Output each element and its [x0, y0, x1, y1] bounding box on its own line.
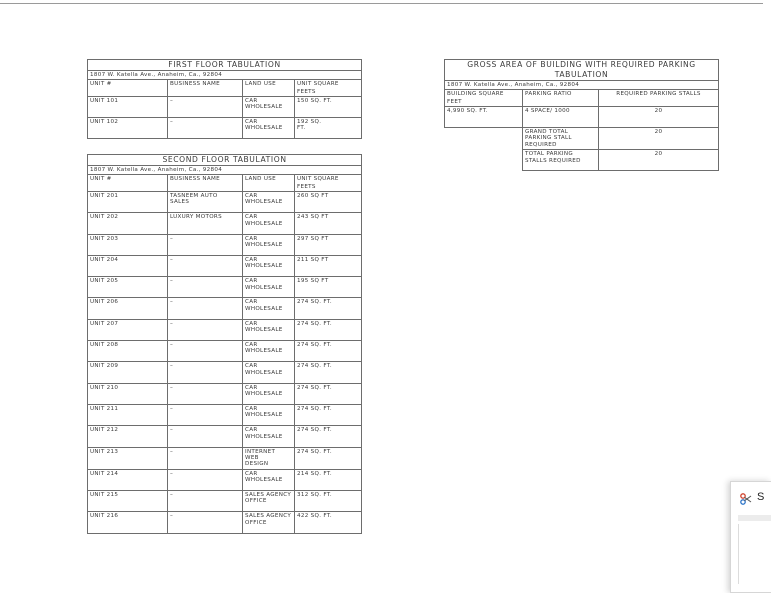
total-parking-value: 20	[599, 150, 719, 171]
business-name-cell: –	[168, 404, 243, 425]
unit-square-feet-cell: 150 SQ. FT.	[295, 97, 362, 118]
land-use-cell: CAR WHOLESALE	[243, 192, 295, 213]
grand-total-value: 20	[599, 128, 719, 150]
unit-number-cell: UNIT 101	[88, 97, 168, 118]
table-row	[88, 213, 362, 234]
table-row	[88, 512, 362, 533]
unit-number-cell: UNIT 216	[88, 512, 168, 533]
second-floor-tabulation-table	[87, 154, 362, 534]
unit-number-cell: UNIT 205	[88, 277, 168, 298]
table-row	[445, 150, 719, 171]
unit-number-cell: UNIT 206	[88, 298, 168, 319]
unit-square-feet-cell: 274 SQ. FT.	[295, 447, 362, 469]
table-row	[88, 383, 362, 404]
table-row	[88, 255, 362, 276]
land-use-cell: CAR WHOLESALE	[243, 213, 295, 234]
table-row	[445, 128, 719, 150]
unit-square-feet-cell: 274 SQ. FT.	[295, 319, 362, 340]
empty-cell	[445, 150, 523, 171]
grand-total-label: GRAND TOTAL PARKING STALL REQUIRED	[523, 128, 599, 150]
table-title: FIRST FLOOR TABULATION	[88, 60, 362, 71]
column-header: UNIT SQUARE FEETS	[295, 175, 362, 192]
table-row	[445, 107, 719, 128]
column-header: BUSINESS NAME	[168, 175, 243, 192]
unit-square-feet-cell: 274 SQ. FT.	[295, 404, 362, 425]
unit-number-cell: UNIT 202	[88, 213, 168, 234]
land-use-cell: CAR WHOLESALE	[243, 118, 295, 139]
table-address: 1807 W. Katella Ave., Anaheim, Ca., 92804	[88, 166, 362, 175]
building-square-feet-cell: 4,990 SQ. FT.	[445, 107, 523, 128]
parking-ratio-cell: 4 SPACE/ 1000	[523, 107, 599, 128]
column-header: UNIT #	[88, 175, 168, 192]
land-use-cell: SALES AGENCY OFFICE	[243, 512, 295, 533]
table-header-row	[445, 90, 719, 107]
snipping-tool-popup[interactable]	[730, 481, 771, 593]
column-header: UNIT SQUARE FEETS	[295, 80, 362, 97]
business-name-cell: –	[168, 255, 243, 276]
unit-number-cell: UNIT 212	[88, 426, 168, 447]
business-name-cell: –	[168, 298, 243, 319]
popup-toolbar	[738, 515, 771, 521]
table-row	[88, 404, 362, 425]
table-row	[88, 469, 362, 490]
table-title: GROSS AREA OF BUILDING WITH REQUIRED PARKING TABULATION	[445, 60, 719, 81]
land-use-cell: CAR WHOLESALE	[243, 362, 295, 383]
popup-title: S	[757, 491, 765, 503]
table-row	[88, 491, 362, 512]
unit-number-cell: UNIT 208	[88, 341, 168, 362]
column-header: REQUIRED PARKING STALLS	[599, 90, 719, 107]
unit-number-cell: UNIT 210	[88, 383, 168, 404]
table-header-row	[88, 175, 362, 192]
unit-square-feet-cell: 192 SQ. FT.	[295, 118, 362, 139]
land-use-cell: CAR WHOLESALE	[243, 319, 295, 340]
table-row	[88, 426, 362, 447]
land-use-cell: CAR WHOLESALE	[243, 341, 295, 362]
unit-number-cell: UNIT 204	[88, 255, 168, 276]
business-name-cell: –	[168, 426, 243, 447]
window-top-border	[0, 3, 763, 4]
column-header: LAND USE	[243, 80, 295, 97]
unit-number-cell: UNIT 201	[88, 192, 168, 213]
unit-number-cell: UNIT 207	[88, 319, 168, 340]
column-header: BUILDING SQUARE FEET	[445, 90, 523, 107]
business-name-cell: –	[168, 118, 243, 139]
unit-number-cell: UNIT 215	[88, 491, 168, 512]
table-row	[88, 319, 362, 340]
unit-square-feet-cell: 195 SQ FT	[295, 277, 362, 298]
business-name-cell: –	[168, 512, 243, 533]
land-use-cell: SALES AGENCY OFFICE	[243, 491, 295, 512]
unit-square-feet-cell: 260 SQ FT	[295, 192, 362, 213]
business-name-cell: –	[168, 277, 243, 298]
unit-square-feet-cell: 274 SQ. FT.	[295, 341, 362, 362]
unit-square-feet-cell: 214 SQ. FT.	[295, 469, 362, 490]
unit-square-feet-cell: 211 SQ FT	[295, 255, 362, 276]
unit-number-cell: UNIT 102	[88, 118, 168, 139]
table-address: 1807 W. Katella Ave., Anaheim, Ca., 92804	[88, 71, 362, 80]
gross-area-parking-table	[444, 59, 719, 171]
land-use-cell: CAR WHOLESALE	[243, 234, 295, 255]
first-floor-tabulation-table	[87, 59, 362, 139]
column-header: BUSINESS NAME	[168, 80, 243, 97]
unit-number-cell: UNIT 213	[88, 447, 168, 469]
land-use-cell: CAR WHOLESALE	[243, 426, 295, 447]
business-name-cell: –	[168, 362, 243, 383]
table-row	[88, 447, 362, 469]
business-name-cell: –	[168, 491, 243, 512]
unit-square-feet-cell: 274 SQ. FT.	[295, 426, 362, 447]
popup-divider	[738, 524, 739, 584]
unit-square-feet-cell: 243 SQ FT	[295, 213, 362, 234]
unit-number-cell: UNIT 214	[88, 469, 168, 490]
table-row	[88, 234, 362, 255]
land-use-cell: INTERNET WEB DESIGN	[243, 447, 295, 469]
land-use-cell: CAR WHOLESALE	[243, 277, 295, 298]
column-header: PARKING RATIO	[523, 90, 599, 107]
business-name-cell: –	[168, 469, 243, 490]
business-name-cell: –	[168, 234, 243, 255]
table-title: SECOND FLOOR TABULATION	[88, 155, 362, 166]
business-name-cell: –	[168, 97, 243, 118]
required-stalls-cell: 20	[599, 107, 719, 128]
business-name-cell: –	[168, 341, 243, 362]
unit-square-feet-cell: 274 SQ. FT.	[295, 298, 362, 319]
table-header-row	[88, 80, 362, 97]
column-header: UNIT #	[88, 80, 168, 97]
business-name-cell: –	[168, 383, 243, 404]
business-name-cell: TASNEEM AUTO SALES	[168, 192, 243, 213]
unit-number-cell: UNIT 211	[88, 404, 168, 425]
first-floor-rows	[88, 97, 362, 139]
empty-cell	[445, 128, 523, 150]
table-row	[88, 362, 362, 383]
table-row	[88, 277, 362, 298]
land-use-cell: CAR WHOLESALE	[243, 469, 295, 490]
unit-number-cell: UNIT 209	[88, 362, 168, 383]
land-use-cell: CAR WHOLESALE	[243, 404, 295, 425]
unit-square-feet-cell: 274 SQ. FT.	[295, 362, 362, 383]
business-name-cell: LUXURY MOTORS	[168, 213, 243, 234]
unit-square-feet-cell: 312 SQ. FT.	[295, 491, 362, 512]
total-parking-label: TOTAL PARKING STALLS REQUIRED	[523, 150, 599, 171]
snipping-tool-icon	[740, 493, 752, 505]
second-floor-rows	[88, 192, 362, 534]
unit-square-feet-cell: 297 SQ FT	[295, 234, 362, 255]
land-use-cell: CAR WHOLESALE	[243, 97, 295, 118]
land-use-cell: CAR WHOLESALE	[243, 383, 295, 404]
land-use-cell: CAR WHOLESALE	[243, 255, 295, 276]
table-row	[88, 341, 362, 362]
table-address: 1807 W. Katella Ave., Anaheim, Ca., 92804	[445, 81, 719, 90]
table-row	[88, 298, 362, 319]
unit-square-feet-cell: 274 SQ. FT.	[295, 383, 362, 404]
land-use-cell: CAR WHOLESALE	[243, 298, 295, 319]
table-row	[88, 97, 362, 118]
table-row	[88, 118, 362, 139]
business-name-cell: –	[168, 319, 243, 340]
unit-number-cell: UNIT 203	[88, 234, 168, 255]
table-row	[88, 192, 362, 213]
unit-square-feet-cell: 422 SQ. FT.	[295, 512, 362, 533]
column-header: LAND USE	[243, 175, 295, 192]
business-name-cell: –	[168, 447, 243, 469]
